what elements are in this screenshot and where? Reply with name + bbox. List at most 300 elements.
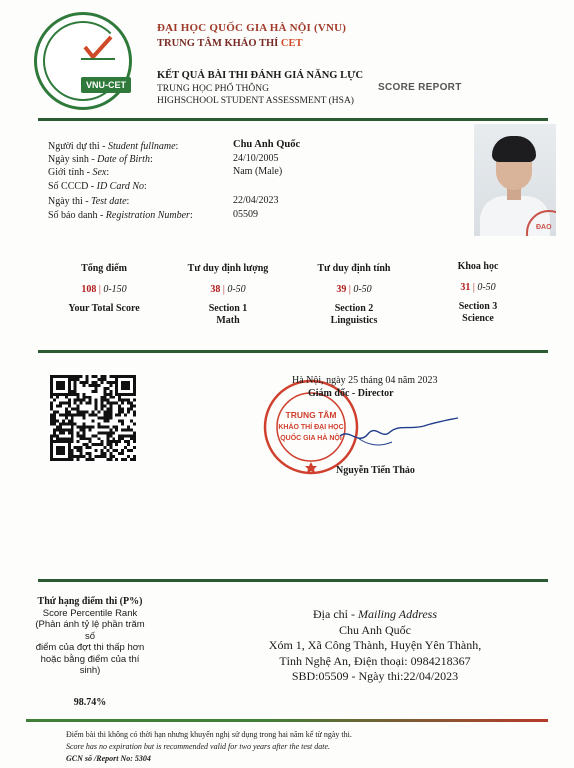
qr-module [127,375,130,378]
qr-module [109,384,112,387]
qr-module [80,375,83,378]
qr-module [112,381,115,384]
center-suffix: CET [280,38,303,49]
photo-stamp: ĐAO [526,210,556,236]
qr-module [121,402,124,405]
qr-module [97,411,100,414]
qr-module [97,384,100,387]
qr-module [115,443,118,446]
qr-module [118,440,121,443]
score-caption: Your Total Score [68,303,140,314]
qr-module [56,384,59,387]
qr-module [50,402,53,405]
qr-module [71,425,74,428]
score-value: 39 | 0-50 [336,284,372,295]
qr-module [97,417,100,420]
qr-module [77,405,80,408]
qr-module [118,411,121,414]
report-title-en: HIGHSCHOOL STUDENT ASSESSMENT (HSA) [157,96,354,106]
qr-module [103,387,106,390]
qr-module [56,458,59,461]
qr-module [89,414,92,417]
qr-module [80,428,83,431]
qr-module [59,440,62,443]
qr-module [80,455,83,458]
qr-module [97,378,100,381]
qr-module [121,419,124,422]
qr-module [109,431,112,434]
qr-module [100,425,103,428]
qr-module [56,425,59,428]
qr-module [130,402,133,405]
qr-module [124,375,127,378]
qr-module [106,443,109,446]
qr-module [74,378,77,381]
score-subject: Linguistics [330,315,378,326]
qr-module [59,387,62,390]
qr-module [121,381,124,384]
qr-module [133,387,136,390]
qr-module [130,434,133,437]
qr-module [80,437,83,440]
qr-module [121,375,124,378]
score-section-3 [430,261,526,325]
qr-module [100,417,103,420]
qr-module [68,414,71,417]
seal-line-3: QUỐC GIA HÀ NỘI [280,435,342,442]
qr-module [100,440,103,443]
score-heading: Tư duy định lượng [187,263,269,274]
qr-module [103,393,106,396]
qr-module [74,387,77,390]
qr-module [68,440,71,443]
qr-module [106,449,109,452]
qr-module [77,411,80,414]
qr-module [50,455,53,458]
qr-module [86,458,89,461]
qr-module [83,384,86,387]
qr-module [62,452,65,455]
qr-module [127,408,130,411]
qr-module [115,458,118,461]
qr-module [65,393,68,396]
qr-module [106,408,109,411]
qr-module [59,425,62,428]
qr-module [56,446,59,449]
qr-module [112,431,115,434]
qr-module [127,402,130,405]
qr-module [133,375,136,378]
qr-module [130,428,133,431]
qr-module [127,387,130,390]
qr-module [86,396,89,399]
qr-module [77,440,80,443]
qr-module [130,375,133,378]
qr-module [77,393,80,396]
qr-module [103,446,106,449]
qr-module [94,455,97,458]
qr-module [83,437,86,440]
qr-module [124,446,127,449]
qr-module [100,408,103,411]
qr-module [94,449,97,452]
qr-module [118,419,121,422]
qr-module [74,390,77,393]
qr-module [127,393,130,396]
qr-module [65,437,68,440]
qr-module [100,431,103,434]
qr-module [103,375,106,378]
qr-module [80,434,83,437]
divider-middle [38,350,548,353]
qr-module [83,417,86,420]
qr-module [68,390,71,393]
qr-module [56,428,59,431]
qr-module [127,428,130,431]
qr-module [77,455,80,458]
qr-module [92,434,95,437]
qr-module [94,375,97,378]
qr-module [50,422,53,425]
qr-module [56,440,59,443]
id-card-label: Số CCCD - ID Card No: [48,181,147,192]
qr-module [59,381,62,384]
qr-module [68,411,71,414]
report-number: GCN số /Report No: 5304 [66,754,151,763]
qr-module [50,452,53,455]
qr-module [71,375,74,378]
qr-module [103,417,106,420]
registration-label: Số báo danh - Registration Number: [48,210,193,221]
qr-module [115,449,118,452]
qr-module [127,399,130,402]
qr-module [74,408,77,411]
qr-module [118,393,121,396]
qr-module [121,458,124,461]
qr-module [80,402,83,405]
qr-module [68,449,71,452]
qr-module [115,384,118,387]
score-heading: Tổng điểm [81,263,127,274]
qr-module [115,381,118,384]
qr-module [94,387,97,390]
qr-module [83,411,86,414]
score-caption: Section 3 [458,301,498,312]
score-subject: Math [216,315,240,326]
dob-label: Ngày sinh - Date of Birth: [48,154,153,165]
qr-module [127,425,130,428]
qr-module [103,419,106,422]
qr-module [83,399,86,402]
qr-module [50,458,53,461]
qr-module [109,393,112,396]
qr-module [62,402,65,405]
qr-module [83,422,86,425]
qr-module [121,387,124,390]
qr-module [106,414,109,417]
qr-module [127,434,130,437]
divider-bottom [38,579,548,582]
candidate-name: Chu Anh Quốc [233,139,301,150]
score-value: 108 | 0-150 [81,284,127,295]
seal-star-icon [305,462,317,473]
qr-module [50,443,53,446]
qr-module [68,387,71,390]
sign-title: Giám đốc - Director [308,388,394,399]
qr-module [62,393,65,396]
qr-module [62,458,65,461]
qr-module [109,446,112,449]
footer-note-en: Score has no expiration but is recommended valid for two years after the test date. [66,742,331,751]
qr-module [106,458,109,461]
qr-module [71,434,74,437]
rank-note-2: điểm của đợt thi thấp hơn [35,642,145,653]
qr-module [50,384,53,387]
qr-module [121,408,124,411]
qr-module [89,437,92,440]
qr-module [86,446,89,449]
qr-module [106,437,109,440]
qr-module [56,381,59,384]
qr-module [65,411,68,414]
qr-module [100,378,103,381]
qr-module [89,455,92,458]
qr-module [68,375,71,378]
qr-module [59,437,62,440]
qr-module [62,446,65,449]
qr-module [71,378,74,381]
qr-module [100,396,103,399]
address-line-2: Tỉnh Nghệ An, Điện thoại: 0984218367 [279,653,471,668]
qr-module [127,440,130,443]
qr-module [124,440,127,443]
qr-module [118,437,121,440]
qr-module [56,434,59,437]
qr-module [127,455,130,458]
qr-module [74,414,77,417]
qr-module [65,375,68,378]
qr-module [71,452,74,455]
qr-module [133,431,136,434]
qr-module [71,455,74,458]
qr-module [130,393,133,396]
qr-code[interactable] [50,375,136,461]
candidate-registration: 05509 [233,209,258,220]
qr-module [68,405,71,408]
qr-module [109,458,112,461]
qr-module [121,437,124,440]
address-name: Chu Anh Quốc [339,622,411,637]
qr-module [106,431,109,434]
qr-module [130,458,133,461]
qr-module [124,384,127,387]
center-label: TRUNG TÂM KHẢO THÍ [157,38,279,49]
sex-label: Giới tính - Sex: [48,167,110,178]
qr-module [71,437,74,440]
qr-module [92,458,95,461]
qr-module [50,446,53,449]
qr-module [133,422,136,425]
university-name: ĐẠI HỌC QUỐC GIA HÀ NỘI (VNU) [157,22,347,34]
qr-module [103,431,106,434]
qr-module [127,381,130,384]
qr-module [50,419,53,422]
qr-module [133,458,136,461]
qr-module [53,440,56,443]
qr-module [112,440,115,443]
qr-module [112,449,115,452]
qr-module [68,437,71,440]
mailing-address [250,607,500,685]
divider-footer [26,719,548,722]
qr-module [74,455,77,458]
qr-module [109,375,112,378]
qr-module [59,449,62,452]
address-line-3: SBD:05509 - Ngày thi:22/04/2023 [291,669,459,683]
qr-module [83,428,86,431]
qr-module [106,393,109,396]
qr-module [103,396,106,399]
report-title-line2: TRUNG HỌC PHỔ THÔNG [157,84,269,94]
qr-module [80,411,83,414]
qr-module [109,443,112,446]
address-label: Địa chỉ - Mailing Address [313,607,437,621]
qr-module [133,437,136,440]
qr-module [83,431,86,434]
qr-module [59,446,62,449]
qr-module [68,446,71,449]
score-caption: Section 1 [208,303,248,314]
qr-module [106,425,109,428]
rank-note-1: (Phản ánh tỷ lệ phần trăm số [35,619,145,642]
qr-module [68,402,71,405]
qr-module [65,414,68,417]
qr-module [112,437,115,440]
qr-module [118,405,121,408]
qr-module [53,411,56,414]
qr-module [83,455,86,458]
qr-module [50,417,53,420]
qr-module [86,437,89,440]
qr-module [56,375,59,378]
score-value: 38 | 0-50 [210,284,246,295]
score-section-2 [300,263,408,327]
qr-module [65,402,68,405]
qr-module [59,431,62,434]
qr-module [65,408,68,411]
qr-module [62,431,65,434]
qr-module [59,428,62,431]
qr-module [106,381,109,384]
rank-note-3: hoặc bằng điểm của thí sinh) [40,653,140,676]
qr-module [133,446,136,449]
qr-module [112,455,115,458]
qr-code-icon [50,375,136,461]
qr-module [77,396,80,399]
rank-subtitle: Score Percentile Rank [42,607,138,619]
qr-module [121,411,124,414]
qr-module [68,422,71,425]
qr-module [118,408,121,411]
qr-module [89,452,92,455]
qr-module [121,428,124,431]
qr-module [80,399,83,402]
qr-module [56,452,59,455]
qr-module [97,437,100,440]
qr-module [74,402,77,405]
qr-module [53,434,56,437]
qr-module [100,381,103,384]
logo-mark-icon [81,33,115,63]
seal-line-1: TRUNG TÂM [285,410,337,420]
qr-module [92,384,95,387]
qr-module [133,384,136,387]
report-title: KẾT QUẢ BÀI THI ĐÁNH GIÁ NĂNG LỰC [157,70,364,81]
qr-module [77,399,80,402]
center-name [157,38,302,49]
qr-module [53,428,56,431]
qr-module [77,414,80,417]
qr-module [103,378,106,381]
rank-value: 98.74% [73,696,107,708]
qr-module [71,440,74,443]
qr-module [56,405,59,408]
qr-module [133,390,136,393]
qr-module [118,414,121,417]
qr-module [97,431,100,434]
director-name: Nguyễn Tiến Thảo [336,465,415,476]
qr-module [59,422,62,425]
qr-module [100,443,103,446]
qr-module [65,428,68,431]
qr-module [103,425,106,428]
qr-module [103,405,106,408]
photo-hair [492,136,536,162]
qr-module [121,452,124,455]
qr-module [121,434,124,437]
qr-module [103,399,106,402]
qr-module [106,387,109,390]
qr-module [86,443,89,446]
qr-module [109,408,112,411]
qr-module [56,396,59,399]
qr-module [56,393,59,396]
address-line-1: Xóm 1, Xã Công Thành, Huyện Yên Thành, [268,638,482,652]
qr-module [56,419,59,422]
qr-module [62,384,65,387]
qr-module [115,402,118,405]
qr-module [68,452,71,455]
qr-module [94,402,97,405]
qr-module [50,449,53,452]
qr-module [86,378,89,381]
qr-module [94,399,97,402]
qr-module [59,452,62,455]
qr-module [59,402,62,405]
qr-module [77,434,80,437]
qr-module [121,449,124,452]
qr-module [130,449,133,452]
qr-module [59,384,62,387]
qr-module [121,384,124,387]
qr-module [65,396,68,399]
qr-module [118,399,121,402]
qr-module [62,414,65,417]
qr-module [127,443,130,446]
qr-module [115,393,118,396]
qr-module [53,414,56,417]
qr-module [50,414,53,417]
